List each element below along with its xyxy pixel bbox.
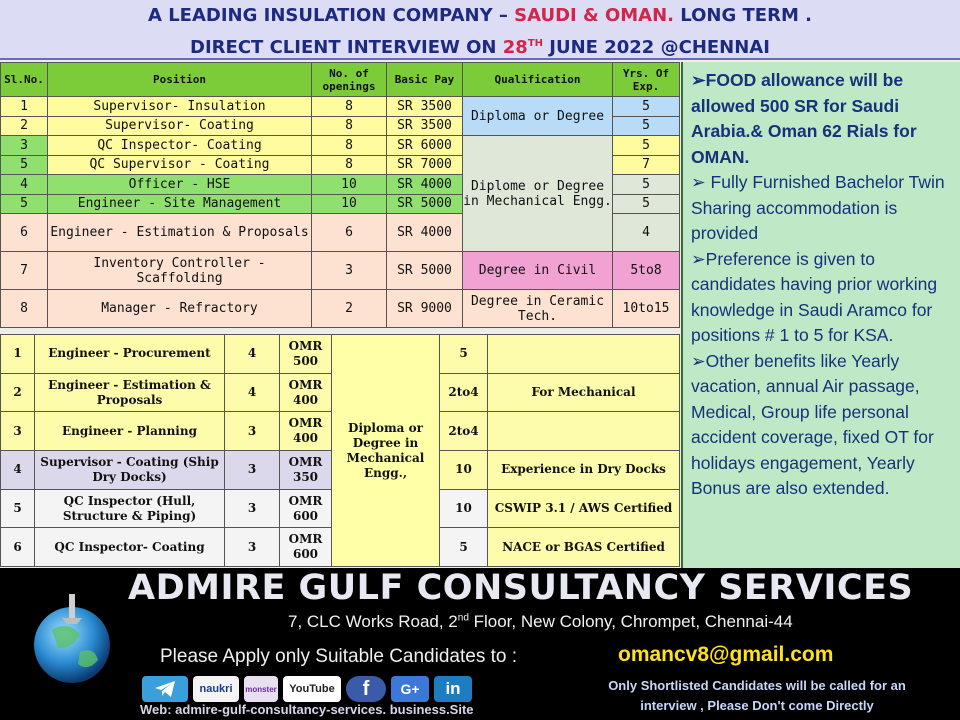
header-term-text: LONG TERM . [674,5,812,26]
cell-position: QC Supervisor - Coating [48,155,312,175]
cell-experience: 5 [613,97,680,117]
contact-email-link[interactable]: omancv8@gmail.com [618,643,834,666]
google-plus-icon[interactable]: G+ [391,676,429,702]
cell-remark: Experience in Dry Docks [488,451,680,490]
cell-openings: 3 [312,252,387,290]
table-row [1,335,680,374]
cell-pay: OMR 400 [280,373,332,412]
social-icons-row [142,676,472,704]
cell-pay: SR 4000 [387,175,463,195]
cell-openings: 8 [312,155,387,175]
cell-experience: 10 [440,489,488,528]
header-position: Position [48,63,312,97]
cell-experience: 5 [613,116,680,136]
cell-openings: 3 [225,489,280,528]
cell-experience: 2to4 [440,373,488,412]
header-basic-pay: Basic Pay [387,63,463,97]
cell-position: Supervisor- Coating [48,116,312,136]
naukri-icon[interactable]: naukri [193,676,239,702]
table-header-row [1,63,680,97]
cell-openings: 3 [225,528,280,567]
cell-qualification: Diploma or Degree [463,97,613,136]
header-date-day: 28 [502,37,528,58]
cell-position: Engineer - Site Management [48,194,312,214]
cell-slno: 5 [1,194,48,214]
cell-slno: 8 [1,290,48,328]
cell-experience: 5 [613,194,680,214]
cell-remark [488,412,680,451]
company-name: ADMIRE GULF CONSULTANCY SERVICES [128,568,914,608]
cell-pay: OMR 600 [280,489,332,528]
cell-position: Inventory Controller - Scaffolding [48,252,312,290]
address-floor-suffix: nd [457,612,469,624]
cell-slno: 4 [1,175,48,195]
cell-slno: 5 [1,155,48,175]
cell-slno: 4 [1,451,35,490]
header-venue-text: JUNE 2022 @CHENNAI [543,37,770,58]
cell-position: Supervisor - Coating (Ship Dry Docks) [35,451,225,490]
cell-slno: 3 [1,412,35,451]
cell-remark: CSWIP 3.1 / AWS Certified [488,489,680,528]
cell-qualification: Degree in Ceramic Tech. [463,290,613,328]
cell-pay: SR 7000 [387,155,463,175]
cell-position: Manager - Refractory [48,290,312,328]
header-line-2 [0,30,960,62]
cell-openings: 10 [312,175,387,195]
benefit-food-allowance: ➢FOOD allowance will be allowed 500 SR for Saudi Arabia.& Oman 62 Rials for OMAN. [691,70,917,167]
table-row [1,97,680,117]
footer-banner [0,568,960,720]
cell-pay: SR 5000 [387,194,463,214]
table-row [1,290,680,328]
cell-pay: SR 3500 [387,97,463,117]
globe-logo-icon [22,590,122,690]
header-company-text: A LEADING INSULATION COMPANY – [148,5,515,26]
table-row [1,252,680,290]
cell-pay: OMR 600 [280,528,332,567]
cell-slno: 6 [1,214,48,252]
cell-experience: 10to15 [613,290,680,328]
header-slno: Sl.No. [1,63,48,97]
cell-experience: 2to4 [440,412,488,451]
cell-pay: SR 5000 [387,252,463,290]
benefit-accommodation: ➢ Fully Furnished Bachelor Twin Sharing accommodation is provided [691,172,945,243]
cell-slno: 5 [1,489,35,528]
cell-position: QC Inspector- Coating [48,136,312,156]
header-date-suffix: TH [527,38,544,49]
cell-experience: 5to8 [613,252,680,290]
cell-position: Engineer - Planning [35,412,225,451]
header-location-text: SAUDI & OMAN. [514,5,675,26]
cell-openings: 4 [225,373,280,412]
cell-remark: NACE or BGAS Certified [488,528,680,567]
address-part-2: Floor, New Colony, Chrompet, Chennai-44 [468,612,793,631]
telegram-icon[interactable] [142,676,188,702]
cell-experience: 7 [613,155,680,175]
cell-position: QC Inspector- Coating [35,528,225,567]
header-banner [0,0,960,60]
cell-openings: 8 [312,116,387,136]
cell-openings: 8 [312,136,387,156]
header-qualification: Qualification [463,63,613,97]
cell-remark [488,335,680,374]
youtube-icon[interactable]: YouTube [283,676,341,702]
linkedin-icon[interactable]: in [434,676,472,702]
cell-openings: 4 [225,335,280,374]
website-link[interactable]: Web: admire-gulf-consultancy-services. business.Site [140,702,474,717]
cell-position: Engineer - Estimation & Proposals [48,214,312,252]
cell-slno: 3 [1,136,48,156]
cell-qualification: Diplome or Degree in Mechanical Engg. [463,136,613,252]
cell-openings: 6 [312,214,387,252]
cell-qualification: Diploma or Degree in Mechanical Engg., [332,335,440,567]
benefits-panel [681,62,960,568]
table-row [1,136,680,156]
header-interview-text: DIRECT CLIENT INTERVIEW ON [190,37,503,58]
company-address [288,612,793,632]
cell-pay: OMR 350 [280,451,332,490]
cell-openings: 10 [312,194,387,214]
apply-instruction: Please Apply only Suitable Candidates to : [160,646,518,667]
cell-position: Officer - HSE [48,175,312,195]
header-openings: No. of openings [312,63,387,97]
header-interview-date [503,37,543,58]
address-part-1: 7, CLC Works Road, 2 [288,612,458,631]
monster-icon[interactable]: monster [244,676,278,702]
saudi-positions-table [0,62,680,328]
cell-slno: 1 [1,335,35,374]
shortlist-note: Only Shortlisted Candidates will be called for an interview , Please Don't come Directly [608,678,906,713]
cell-remark: For Mechanical [488,373,680,412]
cell-slno: 2 [1,116,48,136]
cell-experience: 5 [613,175,680,195]
cell-pay: OMR 500 [280,335,332,374]
header-experience: Yrs. Of Exp. [613,63,680,97]
cell-experience: 5 [440,335,488,374]
cell-pay: SR 6000 [387,136,463,156]
facebook-icon[interactable]: f [346,676,386,702]
cell-position: Engineer - Procurement [35,335,225,374]
cell-slno: 2 [1,373,35,412]
cell-pay: SR 4000 [387,214,463,252]
cell-pay: SR 3500 [387,116,463,136]
cell-slno: 7 [1,252,48,290]
cell-experience: 5 [613,136,680,156]
cell-qualification: Degree in Civil [463,252,613,290]
oman-positions-table [0,334,680,567]
benefit-aramco-preference: ➢Preference is given to candidates having prior working knowledge in Saudi Aramco for positions # 1 to 5 for KSA. [691,248,938,345]
cell-experience: 4 [613,214,680,252]
cell-experience: 10 [440,451,488,490]
cell-position: Engineer - Estimation & Proposals [35,373,225,412]
cell-pay: SR 9000 [387,290,463,328]
cell-slno: 6 [1,528,35,567]
benefit-other: ➢Other benefits like Yearly vacation, annual Air passage, Medical, Group life personal accident coverage, fixed OT for holidays engagement, Yearly Bonus are also extended. [691,350,934,498]
cell-openings: 3 [225,412,280,451]
cell-position: QC Inspector (Hull, Structure & Piping) [35,489,225,528]
cell-position: Supervisor- Insulation [48,97,312,117]
header-line-1 [0,0,960,30]
cell-openings: 8 [312,97,387,117]
cell-slno: 1 [1,97,48,117]
cell-openings: 2 [312,290,387,328]
cell-experience: 5 [440,528,488,567]
cell-pay: OMR 400 [280,412,332,451]
cell-openings: 3 [225,451,280,490]
